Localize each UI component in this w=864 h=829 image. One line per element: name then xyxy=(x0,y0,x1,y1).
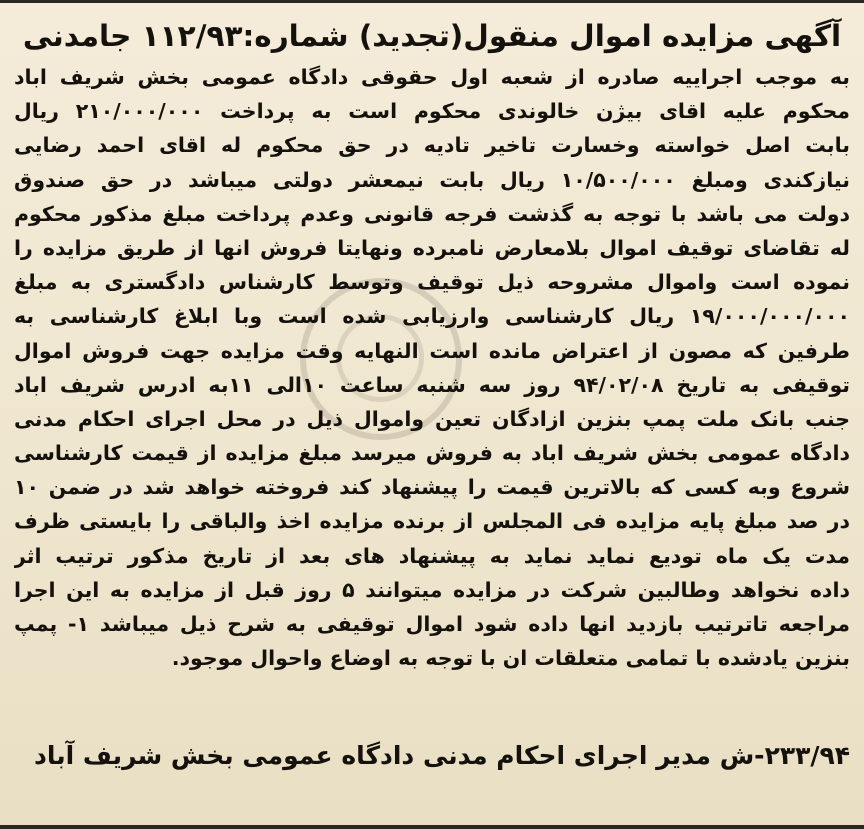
notice-signature: ۲۳۳/۹۴-ش مدیر اجرای احکام مدنی دادگاه عمومی بخش شریف آباد xyxy=(34,741,850,770)
notice-line: له تقاضای توقیف اموال بلامعارض نامبرده ونهایتا فروش انها از طریق مزایده را xyxy=(14,235,850,260)
notice-line: دولت می باشد با توجه به گذشت فرجه قانونی وعدم پرداخت مبلغ مذکور محکوم xyxy=(14,201,850,226)
notice-line: داده نخواهد وطالبین شرکت در مزایده میتوانند ۵ روز قبل از مزایده به این اجرا xyxy=(14,577,850,602)
notice-title: آگهی مزایده اموال منقول(تجدید) شماره:۱۱۲/۹۳ جامدنی xyxy=(22,19,842,53)
notice-line: دادگاه عمومی بخش شریف اباد به فروش میرسد مبلغ مزایده از قیمت کارشناسی xyxy=(14,441,850,466)
notice-line: بنزین یادشده با تمامی متعلقات ان با توجه به اوضاع واحوال موجود. xyxy=(171,646,850,671)
notice-line: محکوم علیه اقای بیژن خالوندی محکوم است به پرداخت ۲۱۰/۰۰۰/۰۰۰ ریال xyxy=(14,99,850,124)
notice-body xyxy=(14,60,850,675)
notice-line: نموده است واموال مشروحه ذیل توقیف وتوسط کارشناس دادگستری به مبلغ xyxy=(14,270,850,295)
notice-line: نیازکندی ومبلغ ۱۰/۵۰۰/۰۰۰ ریال بابت نیمعشر دولتی میباشد در حق صندوق xyxy=(14,167,850,192)
notice-line: در صد مبلغ پایه مزایده فی المجلس از برنده مزایده اخذ والباقی را بایستی ظرف xyxy=(14,509,850,534)
notice-line: ۱۹/۰۰۰/۰۰۰/۰۰۰ ریال کارشناسی وارزیابی شده است وبا ابلاغ کارشناسی به xyxy=(14,304,850,329)
notice-line: جنب بانک ملت پمپ بنزین ازادگان تعین واموال ذیل در محل اجرای احکام مدنی xyxy=(14,406,850,431)
notice-line: مدت یک ماه تودیع نماید نماید به پیشنهاد های بعد از تاریخ مذکور ترتیب اثر xyxy=(14,543,850,568)
notice-line: مراجعه تاترتیب بازدید انها داده شود اموال توقیفی به شرح ذیل میباشد ۱- پمپ xyxy=(14,612,850,636)
notice-line: به موجب اجراییه صادره از شعبه اول حقوقی دادگاه عمومی بخش شریف اباد xyxy=(14,65,850,89)
notice-line: توقیفی به تاریخ ۹۴/۰۲/۰۸ روز سه شنبه ساعت ۱۰الی ۱۱به ادرس شریف اباد xyxy=(14,372,850,397)
notice-line: شروع وبه کسی که بالاترین قیمت را پیشنهاد کند فروخته خواهد شد در ضمن ۱۰ xyxy=(14,475,850,500)
notice-line: بابت اصل خواسته وخسارت تاخیر تادیه در حق محکوم له اقای احمد رضایی xyxy=(14,133,850,158)
notice-line: طرفین که مصون از اعتراض مانده است النهایه وقت مزایده جهت فروش اموال xyxy=(14,338,850,363)
